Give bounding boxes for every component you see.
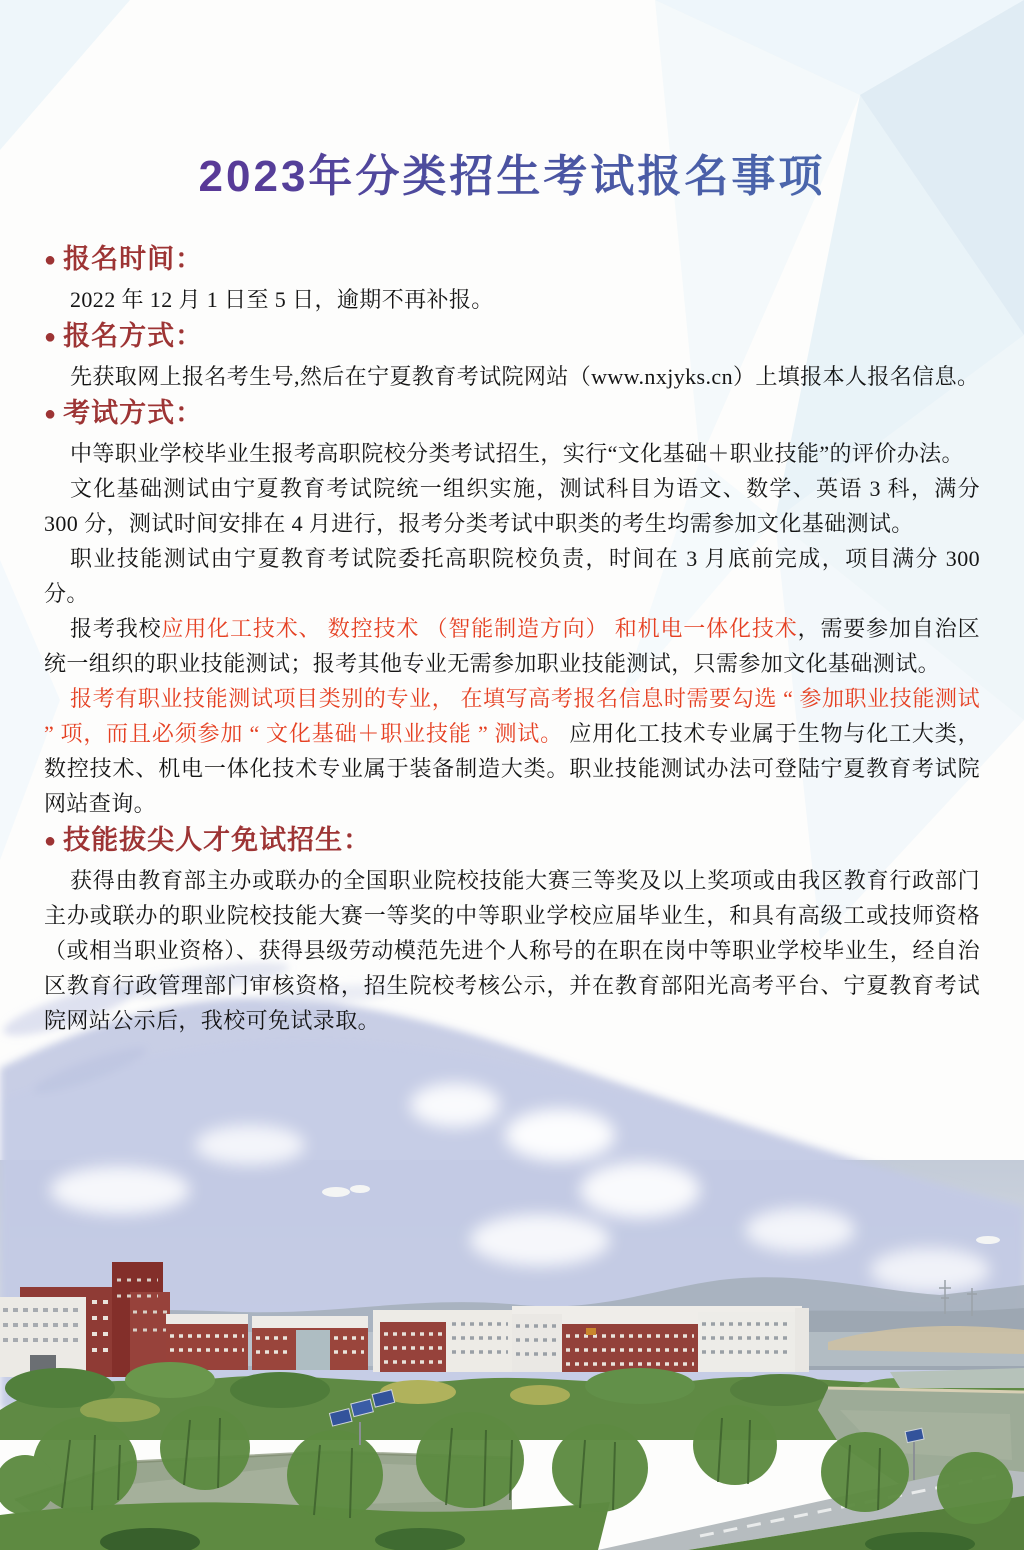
text-run: 先获取网上报名考生号,然后在宁夏教育考试院网站（www.nxjyks.cn）上填报本人报名信息。 [70, 364, 980, 389]
section-heading [44, 396, 980, 431]
text-run: 报考我校 [70, 616, 162, 641]
text-run: 职业技能测试由宁夏教育考试院委托高职院校负责，时间在 3 月底前完成，项目满分 300 分。 [44, 546, 980, 606]
paragraph [44, 681, 980, 821]
paragraph [44, 541, 980, 611]
text-run: 应用化工技术专业属于生物与化工大类，数控技术、机电一体化技术专业属于装备制造大类。职业技能测试办法可登陆宁夏教育考试院网站查询。 [44, 721, 980, 816]
page-title: 2023年分类招生考试报名事项 [44, 148, 980, 206]
paragraph [44, 436, 980, 471]
text-run: 获得由教育部主办或联办的全国职业院校技能大赛三等奖及以上奖项或由我区教育行政部门主办或联办的职业院校技能大赛一等奖的中等职业学校应届毕业生，和具有高级工或技师资格（或相当职业资格）、获得县级劳动模范先进个人称号的在职在岗中等职业学校毕业生，经自治区教育行政管理部门审核资格，招生院校考核公示，并在教育部阳光高考平台、宁夏教育考试院网站公示后，我校可免试录取。 [44, 868, 980, 1033]
section-heading-label: 考试方式： [63, 398, 204, 428]
text-run-highlight: 应用化工技术、 数控技术 （智能制造方向） 和机电一体化技术 [161, 616, 798, 641]
bullet-icon: ● [44, 249, 58, 271]
paragraph [44, 471, 980, 541]
section-heading [44, 319, 980, 354]
section-registration-method [44, 319, 980, 394]
bullet-icon: ● [44, 326, 58, 348]
text-run: ，需要参加自治区统一组织的职业技能测试；报考其他专业无需参加职业技能测试，只需参加文化基础测试。 [44, 616, 980, 676]
paragraph [44, 359, 980, 394]
section-heading [44, 242, 980, 277]
section-exam-method [44, 396, 980, 821]
paragraph [44, 863, 980, 1038]
section-exemption-enrollment [44, 823, 980, 1038]
paragraph [44, 611, 980, 681]
text-run: 文化基础测试由宁夏教育考试院统一组织实施，测试科目为语文、数学、英语 3 科，满分 300 分，测试时间安排在 4 月进行，报考分类考试中职类的考生均需参加文化基础测试。 [44, 476, 980, 536]
section-heading-label: 报名时间： [63, 244, 204, 274]
text-run: 中等职业学校毕业生报考高职院校分类考试招生，实行“文化基础＋职业技能”的评价办法。 [70, 441, 964, 466]
text-run: 2022 年 12 月 1 日至 5 日，逾期不再补报。 [70, 287, 494, 312]
section-heading [44, 823, 980, 858]
section-heading-label: 报名方式： [63, 321, 204, 351]
paragraph [44, 282, 980, 317]
notice-content [44, 148, 980, 1038]
bullet-icon: ● [44, 403, 58, 425]
text-run-highlight: 报考有职业技能测试项目类别的专业， 在填写高考报名信息时需要勾选 “ 参加职业技能测试 ” 项，而且必须参加 “ 文化基础＋职业技能 ” 测试。 [44, 686, 980, 746]
bullet-icon: ● [44, 830, 58, 852]
section-heading-label: 技能拔尖人才免试招生： [63, 825, 372, 855]
section-registration-time [44, 242, 980, 317]
